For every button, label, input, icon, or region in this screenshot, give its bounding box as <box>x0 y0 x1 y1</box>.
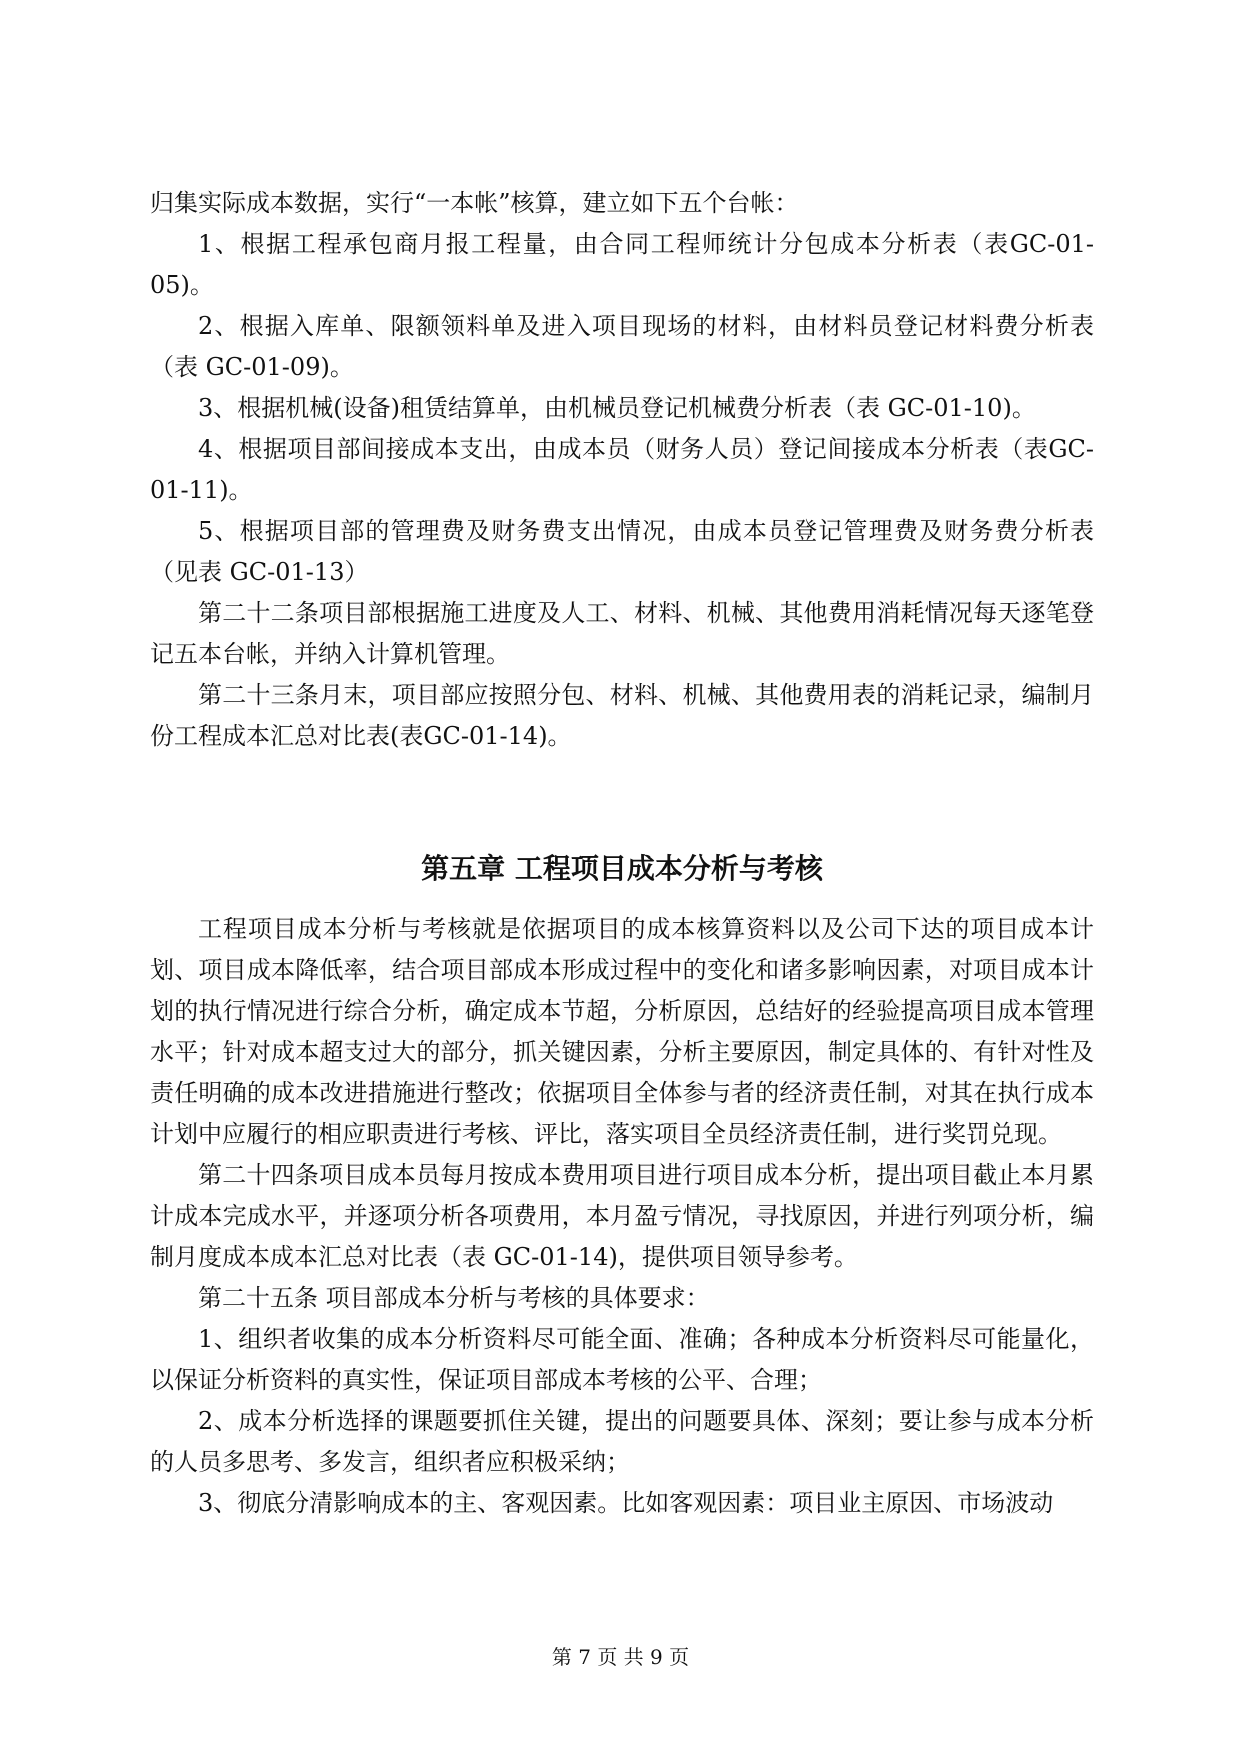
paragraph-article-24: 第二十四条项目成本员每月按成本费用项目进行项目成本分析，提出项目截止本月累计成本完成水平，并逐项分析各项费用，本月盈亏情况，寻找原因，并进行列项分析，编制月度成本成本汇总对比表（表 GC-01-14)，提供项目领导参考。 <box>150 1161 1094 1271</box>
section-ledgers <box>150 183 1094 757</box>
paragraph-requirement-1: 1、组织者收集的成本分析资料尽可能全面、准确；各种成本分析资料尽可能量化，以保证分析资料的真实性，保证项目部成本考核的公平、合理； <box>150 1325 1094 1394</box>
paragraph-requirement-2: 2、成本分析选择的课题要抓住关键，提出的问题要具体、深刻；要让参与成本分析的人员多思考、多发言，组织者应积极采纳； <box>150 1407 1094 1476</box>
paragraph-article-23: 第二十三条月末，项目部应按照分包、材料、机械、其他费用表的消耗记录，编制月份工程成本汇总对比表(表GC-01-14)。 <box>150 681 1094 750</box>
paragraph-article-22: 第二十二条项目部根据施工进度及人工、材料、机械、其他费用消耗情况每天逐笔登记五本台帐，并纳入计算机管理。 <box>150 599 1094 668</box>
paragraph-item-4: 4、根据项目部间接成本支出，由成本员（财务人员）登记间接成本分析表（表GC-01-11)。 <box>150 435 1094 504</box>
paragraph-intro: 归集实际成本数据，实行“一本帐”核算，建立如下五个台帐： <box>150 189 799 217</box>
paragraph-item-2: 2、根据入库单、限额领料单及进入项目现场的材料，由材料员登记材料费分析表（表 GC-01-09)。 <box>150 312 1094 381</box>
section-cost-analysis <box>150 909 1094 1524</box>
chapter-title: 第五章 工程项目成本分析与考核 <box>421 852 823 886</box>
paragraph-item-1: 1、根据工程承包商月报工程量，由合同工程师统计分包成本分析表（表GC-01-05)。 <box>150 230 1094 299</box>
paragraph-item-5: 5、根据项目部的管理费及财务费支出情况，由成本员登记管理费及财务费分析表（见表 GC-01-13） <box>150 517 1094 586</box>
paragraph-article-25: 第二十五条 项目部成本分析与考核的具体要求： <box>198 1284 710 1312</box>
paragraph-item-3: 3、根据机械(设备)租赁结算单，由机械员登记机械费分析表（表 GC-01-10)。 <box>198 394 1036 422</box>
paragraph-requirement-3: 3、彻底分清影响成本的主、客观因素。比如客观因素：项目业主原因、市场波动 <box>198 1489 1054 1517</box>
paragraph-overview: 工程项目成本分析与考核就是依据项目的成本核算资料以及公司下达的项目成本计划、项目成本降低率，结合项目部成本形成过程中的变化和诸多影响因素，对项目成本计划的执行情况进行综合分析，确定成本节超，分析原因，总结好的经验提高项目成本管理水平；针对成本超支过大的部分，抓关键因素，分析主要原因，制定具体的、有针对性及责任明确的成本改进措施进行整改；依据项目全体参与者的经济责任制，对其在执行成本计划中应履行的相应职责进行考核、评比，落实项目全员经济责任制，进行奖罚兑现。 <box>150 915 1094 1148</box>
page-footer: 第 7 页 共 9 页 <box>551 1645 690 1669</box>
